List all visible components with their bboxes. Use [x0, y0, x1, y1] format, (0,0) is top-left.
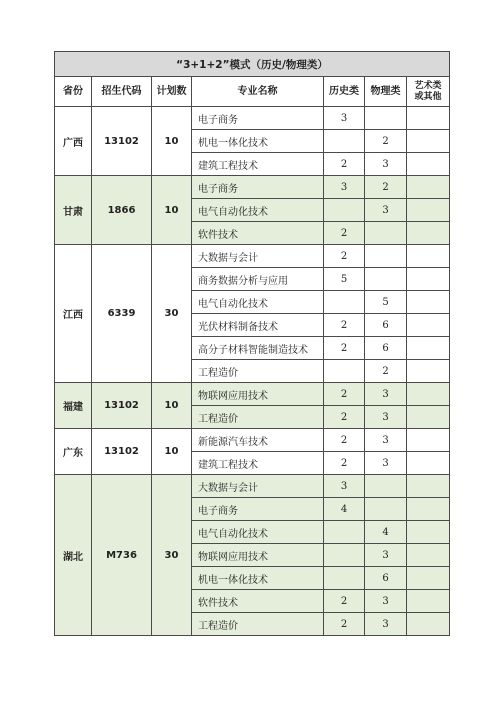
physics-cell: 2: [365, 360, 407, 383]
other-cell: [407, 452, 450, 475]
header-plan: 计划数: [152, 77, 192, 107]
physics-cell: 6: [365, 337, 407, 360]
major-cell: 电子商务: [192, 176, 324, 199]
header-code: 招生代码: [92, 77, 152, 107]
other-cell: [407, 199, 450, 222]
other-cell: [407, 176, 450, 199]
other-cell: [407, 337, 450, 360]
code-cell: 13102: [92, 383, 152, 429]
major-cell: 新能源汽车技术: [192, 429, 324, 452]
physics-cell: [365, 107, 407, 130]
physics-cell: 6: [365, 314, 407, 337]
physics-cell: 3: [365, 613, 407, 636]
code-cell: M736: [92, 475, 152, 636]
header-physics: 物理类: [365, 77, 407, 107]
major-cell: 大数据与会计: [192, 475, 324, 498]
major-cell: 软件技术: [192, 590, 324, 613]
code-cell: 13102: [92, 107, 152, 176]
major-cell: 高分子材料智能制造技术: [192, 337, 324, 360]
other-cell: [407, 130, 450, 153]
major-cell: 电子商务: [192, 107, 324, 130]
history-cell: 4: [324, 498, 365, 521]
history-cell: 2: [324, 590, 365, 613]
header-history: 历史类: [324, 77, 365, 107]
other-cell: [407, 291, 450, 314]
history-cell: 2: [324, 245, 365, 268]
plan-cell: 30: [152, 245, 192, 383]
history-cell: [324, 567, 365, 590]
history-cell: 5: [324, 268, 365, 291]
history-cell: [324, 291, 365, 314]
code-cell: 13102: [92, 429, 152, 475]
major-cell: 物联网应用技术: [192, 383, 324, 406]
major-cell: 工程造价: [192, 613, 324, 636]
plan-cell: 10: [152, 429, 192, 475]
code-cell: 1866: [92, 176, 152, 245]
history-cell: [324, 199, 365, 222]
history-cell: 2: [324, 222, 365, 245]
other-cell: [407, 521, 450, 544]
province-cell: 广东: [55, 429, 92, 475]
header-other: [407, 77, 450, 107]
other-cell: [407, 406, 450, 429]
physics-cell: 6: [365, 567, 407, 590]
history-cell: 3: [324, 176, 365, 199]
province-cell: 湖北: [55, 475, 92, 636]
physics-cell: 3: [365, 153, 407, 176]
other-cell: [407, 383, 450, 406]
physics-cell: 3: [365, 429, 407, 452]
physics-cell: 3: [365, 452, 407, 475]
other-cell: [407, 429, 450, 452]
history-cell: 2: [324, 314, 365, 337]
major-cell: 机电一体化技术: [192, 567, 324, 590]
table-body: [55, 107, 450, 636]
physics-cell: [365, 475, 407, 498]
other-cell: [407, 268, 450, 291]
history-cell: [324, 130, 365, 153]
physics-cell: 3: [365, 544, 407, 567]
major-cell: 建筑工程技术: [192, 153, 324, 176]
enrollment-table: [54, 51, 450, 636]
plan-cell: 10: [152, 383, 192, 429]
history-cell: [324, 521, 365, 544]
history-cell: [324, 544, 365, 567]
other-cell: [407, 222, 450, 245]
history-cell: 3: [324, 475, 365, 498]
history-cell: 2: [324, 406, 365, 429]
major-cell: 光伏材料制备技术: [192, 314, 324, 337]
other-cell: [407, 360, 450, 383]
table-row: [55, 383, 450, 406]
history-cell: 2: [324, 613, 365, 636]
other-cell: [407, 107, 450, 130]
province-cell: 福建: [55, 383, 92, 429]
physics-cell: 2: [365, 130, 407, 153]
physics-cell: 4: [365, 521, 407, 544]
other-cell: [407, 314, 450, 337]
major-cell: 电气自动化技术: [192, 291, 324, 314]
history-cell: 2: [324, 337, 365, 360]
table-row: [55, 245, 450, 268]
header-province: 省份: [55, 77, 92, 107]
table-row: [55, 475, 450, 498]
history-cell: [324, 360, 365, 383]
plan-cell: 30: [152, 475, 192, 636]
major-cell: 工程造价: [192, 360, 324, 383]
history-cell: 3: [324, 107, 365, 130]
other-cell: [407, 567, 450, 590]
province-cell: 江西: [55, 245, 92, 383]
other-cell: [407, 153, 450, 176]
header-other-label: 艺术类 或其他: [414, 80, 442, 102]
physics-cell: [365, 268, 407, 291]
major-cell: 电气自动化技术: [192, 521, 324, 544]
major-cell: 软件技术: [192, 222, 324, 245]
other-cell: [407, 498, 450, 521]
physics-cell: 3: [365, 383, 407, 406]
major-cell: 机电一体化技术: [192, 130, 324, 153]
header-major: 专业名称: [192, 77, 324, 107]
physics-cell: 5: [365, 291, 407, 314]
physics-cell: [365, 245, 407, 268]
physics-cell: [365, 222, 407, 245]
major-cell: 商务数据分析与应用: [192, 268, 324, 291]
other-cell: [407, 613, 450, 636]
other-cell: [407, 544, 450, 567]
physics-cell: 2: [365, 176, 407, 199]
other-cell: [407, 590, 450, 613]
major-cell: 电子商务: [192, 498, 324, 521]
major-cell: 工程造价: [192, 406, 324, 429]
physics-cell: 3: [365, 590, 407, 613]
history-cell: 2: [324, 429, 365, 452]
physics-cell: [365, 498, 407, 521]
physics-cell: 3: [365, 199, 407, 222]
table-row: [55, 107, 450, 130]
history-cell: 2: [324, 383, 365, 406]
major-cell: 电气自动化技术: [192, 199, 324, 222]
table-row: [55, 176, 450, 199]
history-cell: 2: [324, 153, 365, 176]
code-cell: 6339: [92, 245, 152, 383]
table-title: “3+1+2”模式（历史/物理类）: [55, 52, 450, 77]
major-cell: 大数据与会计: [192, 245, 324, 268]
major-cell: 物联网应用技术: [192, 544, 324, 567]
physics-cell: 3: [365, 406, 407, 429]
major-cell: 建筑工程技术: [192, 452, 324, 475]
province-cell: 甘肃: [55, 176, 92, 245]
other-cell: [407, 475, 450, 498]
province-cell: 广西: [55, 107, 92, 176]
table-row: [55, 429, 450, 452]
plan-cell: 10: [152, 107, 192, 176]
history-cell: 2: [324, 452, 365, 475]
plan-cell: 10: [152, 176, 192, 245]
other-cell: [407, 245, 450, 268]
